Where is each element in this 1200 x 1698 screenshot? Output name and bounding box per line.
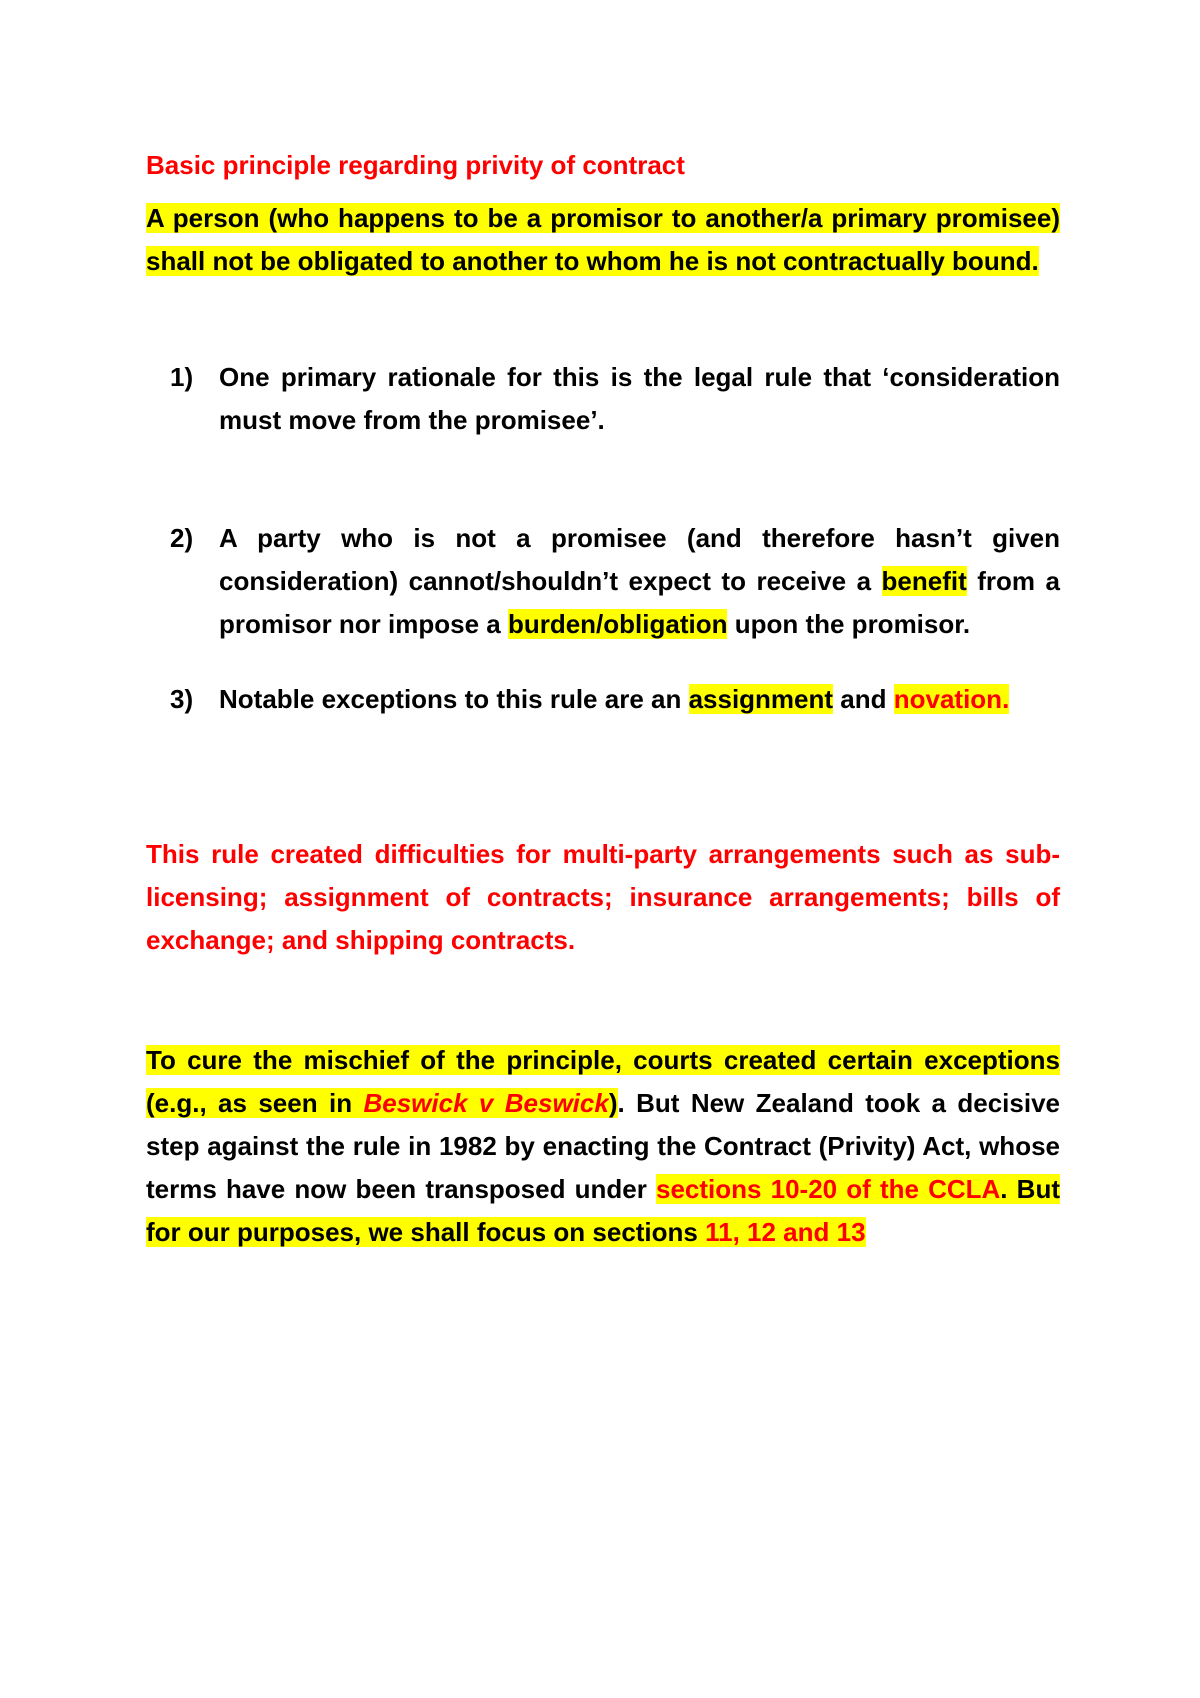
list-item-text: from a promisor nor impose a [219,566,1061,639]
case-name: Beswick v Beswick [363,1088,609,1118]
list-item-text: A party who is not a promisee (and therefore hasn’t given consideration) cannot/shouldn’t expect to receive a [219,523,1060,596]
exceptions-paragraph [146,1039,1060,1254]
plain-text: . But New Zealand took a decisive step against the rule in 1982 by enacting the Contract (Privity) Act, whose terms have now been transposed under [146,1088,1061,1204]
highlight-novation: novation. [893,684,1010,714]
list-item [146,356,1060,442]
list-item [146,517,1060,646]
list-item-text: Notable exceptions to this rule are an [219,684,689,714]
highlight-sections: sections 10-20 of the CCLA [655,1174,1001,1204]
list-number: 3) [170,684,194,714]
list-number: 2) [170,523,194,553]
highlight-text: To cure the mischief of the principle, courts created certain exceptions (e.g., as seen in [146,1045,1060,1118]
highlight-text: . But for our purposes, we shall focus on sections [146,1174,1060,1247]
principle-paragraph [146,197,1060,283]
highlight-burden: burden/obligation [507,609,728,639]
highlight-benefit: benefit [881,566,967,596]
rationale-list [146,356,1060,721]
principle-text: A person (who happens to be a promisor to another/a primary promisee) shall not be obligated to another to whom he is not contractually bound. [146,203,1060,276]
list-item-text: One primary rationale for this is the legal rule that ‘consideration must move from the promisee’. [219,362,1060,435]
list-item-text: and [833,684,894,714]
list-item [146,678,1060,721]
document-body [146,144,1060,1254]
difficulties-paragraph: This rule created difficulties for multi-party arrangements such as sub-licensing; assignment of contracts; insurance arrangements; bills of exchange; and shipping contracts. [146,839,1060,955]
section-title: Basic principle regarding privity of contract [146,150,685,180]
list-number: 1) [170,362,194,392]
list-item-text: upon the promisor. [727,609,971,639]
highlight-section-numbers: 11, 12 and 13 [705,1217,866,1247]
highlight-assignment: assignment [688,684,834,714]
highlight-text: ) [608,1088,618,1118]
